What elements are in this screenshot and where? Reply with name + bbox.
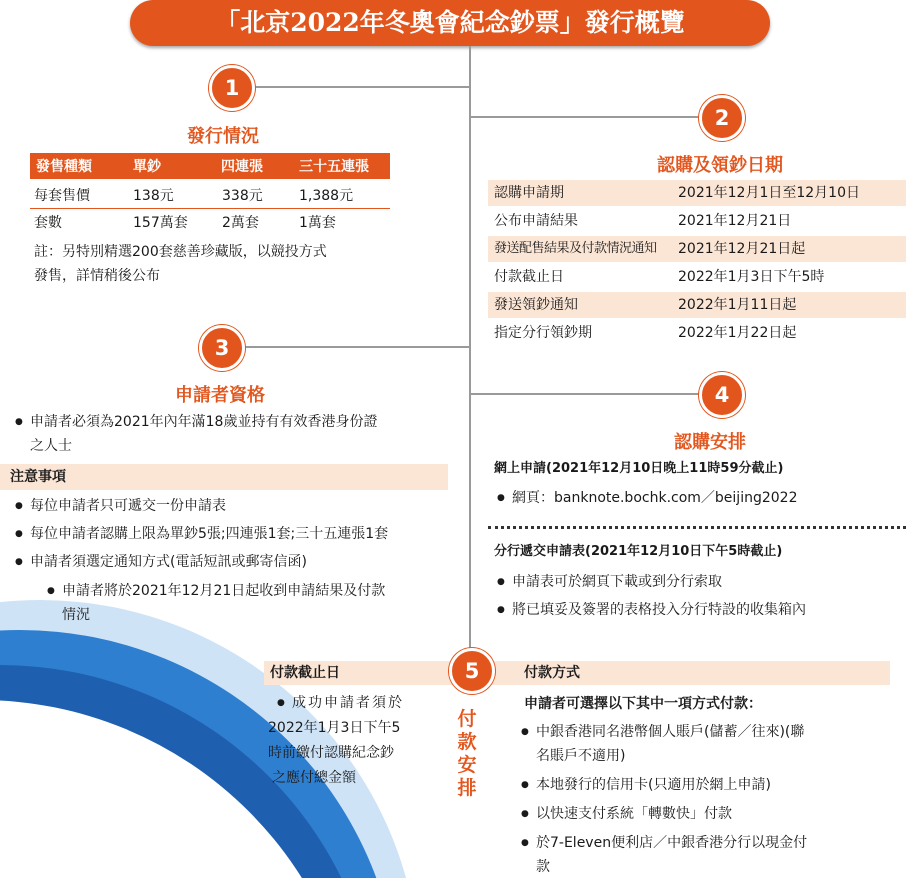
- note-item: ● 每位申請者只可遞交一份申請表: [30, 497, 226, 515]
- connector-3: [240, 346, 470, 348]
- note-subitem-cont: 情況: [62, 607, 90, 623]
- issue-cell: 1,388元: [299, 188, 354, 204]
- issue-header-cell: 三十五連張: [299, 159, 369, 175]
- branch-apply-title: 分行遞交申請表(2021年12月10日下午5時截止): [494, 544, 783, 559]
- date-label: 指定分行領鈔期: [494, 325, 592, 341]
- method-header: 付款方式: [524, 665, 580, 681]
- branch-apply-item: ● 將已填妥及簽署的表格投入分行特設的收集箱內: [512, 601, 806, 619]
- issue-cell: 2萬套: [222, 215, 259, 231]
- issue-note: 發售，詳情稍後公布: [34, 268, 160, 284]
- issue-header-cell: 單鈔: [133, 159, 161, 175]
- note-item: ● 每位申請者認購上限為單鈔5張;四連張1套;三十五連張1套: [30, 525, 388, 543]
- note-item: ● 申請者須選定通知方式(電話短訊或郵寄信函): [30, 553, 307, 571]
- timeline-line: [469, 46, 471, 666]
- method-intro: 申請者可選擇以下其中一項方式付款：: [524, 696, 762, 712]
- method-item: ● 中銀香港同名港幣個人賬戶(儲蓄／往來)(聯: [536, 723, 804, 741]
- issue-cell: 1萬套: [299, 215, 336, 231]
- issue-note: 註：另特別精選200套慈善珍藏版，以競投方式: [34, 244, 327, 260]
- method-item-cont: 款: [536, 859, 550, 875]
- connector-1: [250, 86, 470, 88]
- date-label: 認購申請期: [494, 185, 564, 201]
- page-title: 「北京2022年冬奧會紀念鈔票」發行概覽: [215, 8, 685, 37]
- issue-cell: 套數: [34, 215, 62, 231]
- connector-2: [470, 116, 700, 118]
- section-2-number: 2: [699, 95, 745, 141]
- method-item: ● 本地發行的信用卡(只適用於網上申請): [536, 776, 771, 794]
- deadline-line: 之應付總金額: [272, 770, 356, 786]
- branch-apply-item: ● 申請表可於網頁下載或到分行索取: [512, 573, 722, 591]
- section-1-number: 1: [209, 65, 255, 111]
- date-value: 2021年12月1日至12月10日: [678, 185, 860, 201]
- section-5-title: [455, 708, 479, 800]
- section-1-title: 發行情況: [187, 126, 259, 147]
- issue-cell: 338元: [222, 188, 263, 204]
- date-value: 2022年1月11日起: [678, 297, 797, 313]
- method-item-cont: 名賬戶不適用): [536, 748, 626, 764]
- section-4-title: 認購安排: [674, 432, 746, 453]
- section-3-title: 申請者資格: [175, 385, 265, 406]
- issue-header-cell: 發售種類: [36, 159, 92, 175]
- deadline-line: ● 成功申請者須於: [292, 694, 404, 712]
- method-item: ● 於7-Eleven便利店／中銀香港分行以現金付: [536, 834, 807, 852]
- dotted-divider: [488, 526, 906, 529]
- section-3-number: 3: [199, 325, 245, 371]
- date-value: 2022年1月22日起: [678, 325, 797, 341]
- online-apply-item: ● 網頁：banknote.bochk.com／beijing2022: [512, 489, 797, 507]
- issue-header-cell: 四連張: [221, 159, 263, 175]
- notes-header-bg: [0, 464, 448, 490]
- issue-cell: 138元: [133, 188, 174, 204]
- date-label: 發送領鈔通知: [494, 297, 578, 313]
- eligibility-item: ● 申請者必須為2021年內年滿18歲並持有有效香港身份證: [30, 413, 377, 431]
- section-2-title: 認購及領鈔日期: [657, 155, 783, 176]
- date-label: 發送配售結果及付款情況通知: [494, 241, 657, 256]
- deadline-line: 時前繳付認購紀念鈔: [268, 745, 394, 761]
- notes-header: 注意事項: [10, 469, 66, 485]
- date-value: 2022年1月3日下午5時: [678, 269, 825, 285]
- section-5-number: 5: [449, 648, 495, 694]
- note-subitem: ● 申請者將於2021年12月21日起收到申請結果及付款: [62, 582, 385, 600]
- issue-cell: 157萬套: [133, 215, 188, 231]
- connector-4: [470, 393, 700, 395]
- section-5-title-text: 付款安排: [457, 708, 477, 799]
- date-label: 付款截止日: [494, 269, 564, 285]
- date-value: 2021年12月21日起: [678, 241, 806, 257]
- date-label: 公布申請結果: [494, 213, 578, 229]
- deadline-header: 付款截止日: [270, 665, 340, 681]
- date-value: 2021年12月21日: [678, 213, 792, 229]
- online-apply-title: 網上申請(2021年12月10日晚上11時59分截止): [494, 461, 784, 476]
- section-4-number: 4: [699, 372, 745, 418]
- deadline-line: 2022年1月3日下午5: [268, 720, 401, 736]
- table-divider: [30, 208, 390, 209]
- method-item: ● 以快速支付系統「轉數快」付款: [536, 805, 732, 823]
- issue-cell: 每套售價: [34, 188, 90, 204]
- eligibility-item-cont: 之人士: [30, 438, 72, 454]
